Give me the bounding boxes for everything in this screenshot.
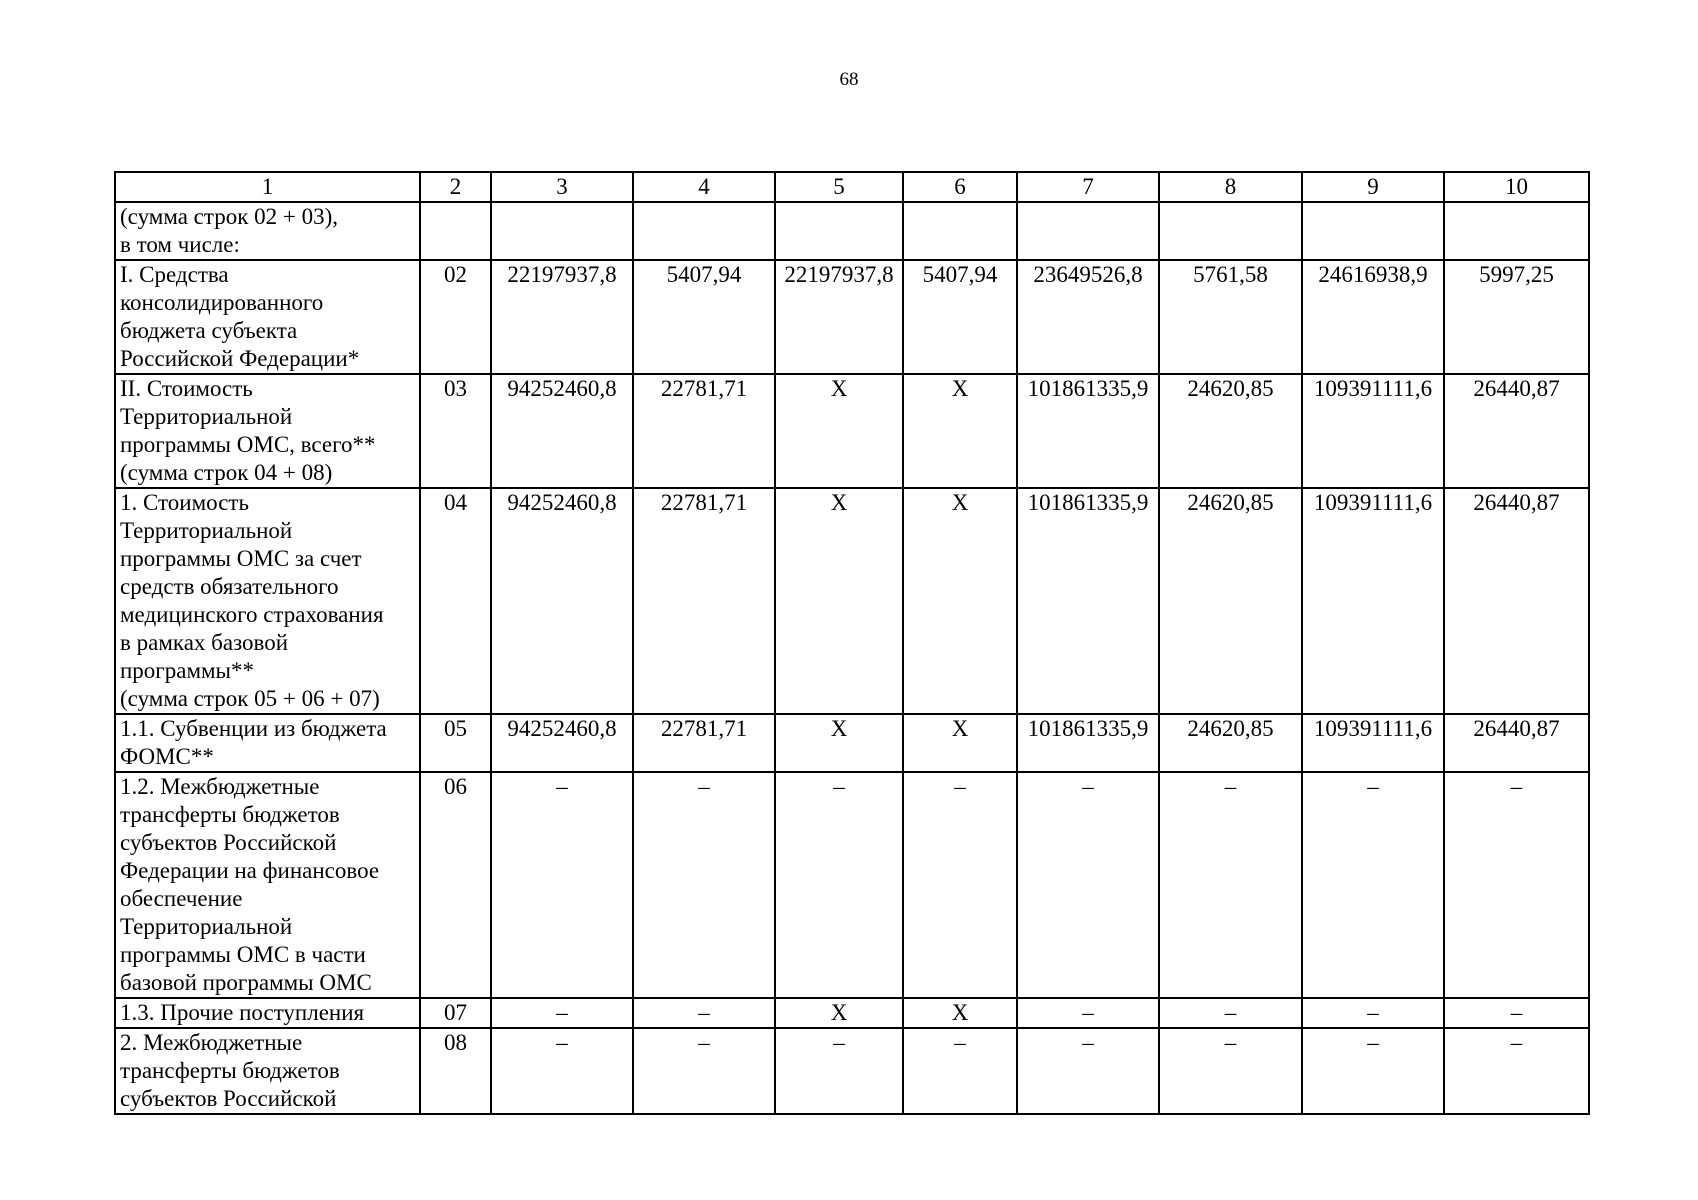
table-cell: 94252460,8: [491, 714, 633, 772]
row-name: 2. Межбюджетные трансферты бюджетов субъектов Российской: [115, 1028, 420, 1114]
row-code: 07: [420, 998, 491, 1028]
row-name: I. Средства консолидированного бюджета субъекта Российской Федерации*: [115, 260, 420, 374]
table-cell: 101861335,9: [1017, 488, 1159, 714]
table-cell: –: [1159, 772, 1302, 998]
table-cell: Х: [903, 998, 1017, 1028]
table-cell: 109391111,6: [1302, 714, 1444, 772]
row-code: [420, 202, 491, 260]
column-number: 5: [775, 172, 903, 202]
row-code: 04: [420, 488, 491, 714]
table-cell: 24620,85: [1159, 488, 1302, 714]
column-number: 6: [903, 172, 1017, 202]
table-cell: 5407,94: [903, 260, 1017, 374]
table-cell: 24620,85: [1159, 374, 1302, 488]
column-number: 4: [633, 172, 775, 202]
table-row: [115, 488, 1589, 714]
row-name: 1.1. Субвенции из бюджета ФОМС**: [115, 714, 420, 772]
table-row: [115, 260, 1589, 374]
table-cell: 26440,87: [1444, 374, 1589, 488]
row-name: (сумма строк 02 + 03), в том числе:: [115, 202, 420, 260]
table-cell: [491, 202, 633, 260]
table-cell: 22781,71: [633, 714, 775, 772]
table-cell: 24620,85: [1159, 714, 1302, 772]
table-cell: 22197937,8: [775, 260, 903, 374]
row-name: 1. Стоимость Территориальной программы ОМС за счет средств обязательного медицинского страхования в рамках базовой программы** (сумма строк 05 + 06 + 07): [115, 488, 420, 714]
table-cell: 22781,71: [633, 488, 775, 714]
table-cell: –: [1302, 998, 1444, 1028]
table-cell: –: [903, 772, 1017, 998]
column-number: 7: [1017, 172, 1159, 202]
table-row: [115, 714, 1589, 772]
table-cell: 26440,87: [1444, 488, 1589, 714]
table-row: [115, 772, 1589, 998]
column-number: 9: [1302, 172, 1444, 202]
table-cell: [775, 202, 903, 260]
page-number: 68: [839, 69, 859, 90]
table-cell: 94252460,8: [491, 374, 633, 488]
table-cell: –: [1302, 1028, 1444, 1114]
row-name: II. Стоимость Территориальной программы ОМС, всего** (сумма строк 04 + 08): [115, 374, 420, 488]
table-cell: 109391111,6: [1302, 488, 1444, 714]
table-cell: Х: [903, 714, 1017, 772]
table-row: [115, 1028, 1589, 1114]
budget-table: [114, 171, 1590, 1115]
table-cell: Х: [775, 488, 903, 714]
table-cell: Х: [903, 374, 1017, 488]
table-cell: 22781,71: [633, 374, 775, 488]
table-cell: –: [1017, 772, 1159, 998]
table-cell: –: [1444, 998, 1589, 1028]
table-row: [115, 374, 1589, 488]
row-code: 05: [420, 714, 491, 772]
row-code: 02: [420, 260, 491, 374]
row-code: 03: [420, 374, 491, 488]
table-cell: –: [1017, 998, 1159, 1028]
column-number: 8: [1159, 172, 1302, 202]
row-code: 08: [420, 1028, 491, 1114]
column-number-row: [115, 172, 1589, 202]
table-cell: [1159, 202, 1302, 260]
table-cell: Х: [775, 374, 903, 488]
table-row: [115, 998, 1589, 1028]
table-cell: –: [1302, 772, 1444, 998]
table-cell: –: [491, 998, 633, 1028]
table-cell: –: [491, 772, 633, 998]
row-name: 1.2. Межбюджетные трансферты бюджетов субъектов Российской Федерации на финансовое обеспечение Территориальной программы ОМС в части базовой программы ОМС: [115, 772, 420, 998]
table-cell: 22197937,8: [491, 260, 633, 374]
column-number: 1: [115, 172, 420, 202]
table-cell: –: [633, 1028, 775, 1114]
table-cell: 101861335,9: [1017, 374, 1159, 488]
table-cell: [1444, 202, 1589, 260]
table-cell: –: [775, 1028, 903, 1114]
table-cell: 109391111,6: [1302, 374, 1444, 488]
table-cell: 5407,94: [633, 260, 775, 374]
table-cell: 94252460,8: [491, 488, 633, 714]
column-number: 2: [420, 172, 491, 202]
table-cell: –: [633, 998, 775, 1028]
table-cell: –: [775, 772, 903, 998]
column-number: 3: [491, 172, 633, 202]
table-cell: 101861335,9: [1017, 714, 1159, 772]
table-cell: 5997,25: [1444, 260, 1589, 374]
row-name: 1.3. Прочие поступления: [115, 998, 420, 1028]
table-cell: Х: [903, 488, 1017, 714]
table-cell: [1302, 202, 1444, 260]
row-code: 06: [420, 772, 491, 998]
table-cell: –: [491, 1028, 633, 1114]
table-cell: –: [1017, 1028, 1159, 1114]
table-cell: 23649526,8: [1017, 260, 1159, 374]
table-cell: 26440,87: [1444, 714, 1589, 772]
table-cell: –: [1159, 998, 1302, 1028]
table-cell: Х: [775, 714, 903, 772]
table-cell: 5761,58: [1159, 260, 1302, 374]
column-number: 10: [1444, 172, 1589, 202]
table-cell: –: [903, 1028, 1017, 1114]
table-cell: –: [1159, 1028, 1302, 1114]
table-cell: 24616938,9: [1302, 260, 1444, 374]
table-cell: [1017, 202, 1159, 260]
table-row: [115, 202, 1589, 260]
table-cell: Х: [775, 998, 903, 1028]
table-cell: –: [1444, 1028, 1589, 1114]
table-cell: [903, 202, 1017, 260]
table-cell: [633, 202, 775, 260]
table-cell: –: [1444, 772, 1589, 998]
table-cell: –: [633, 772, 775, 998]
